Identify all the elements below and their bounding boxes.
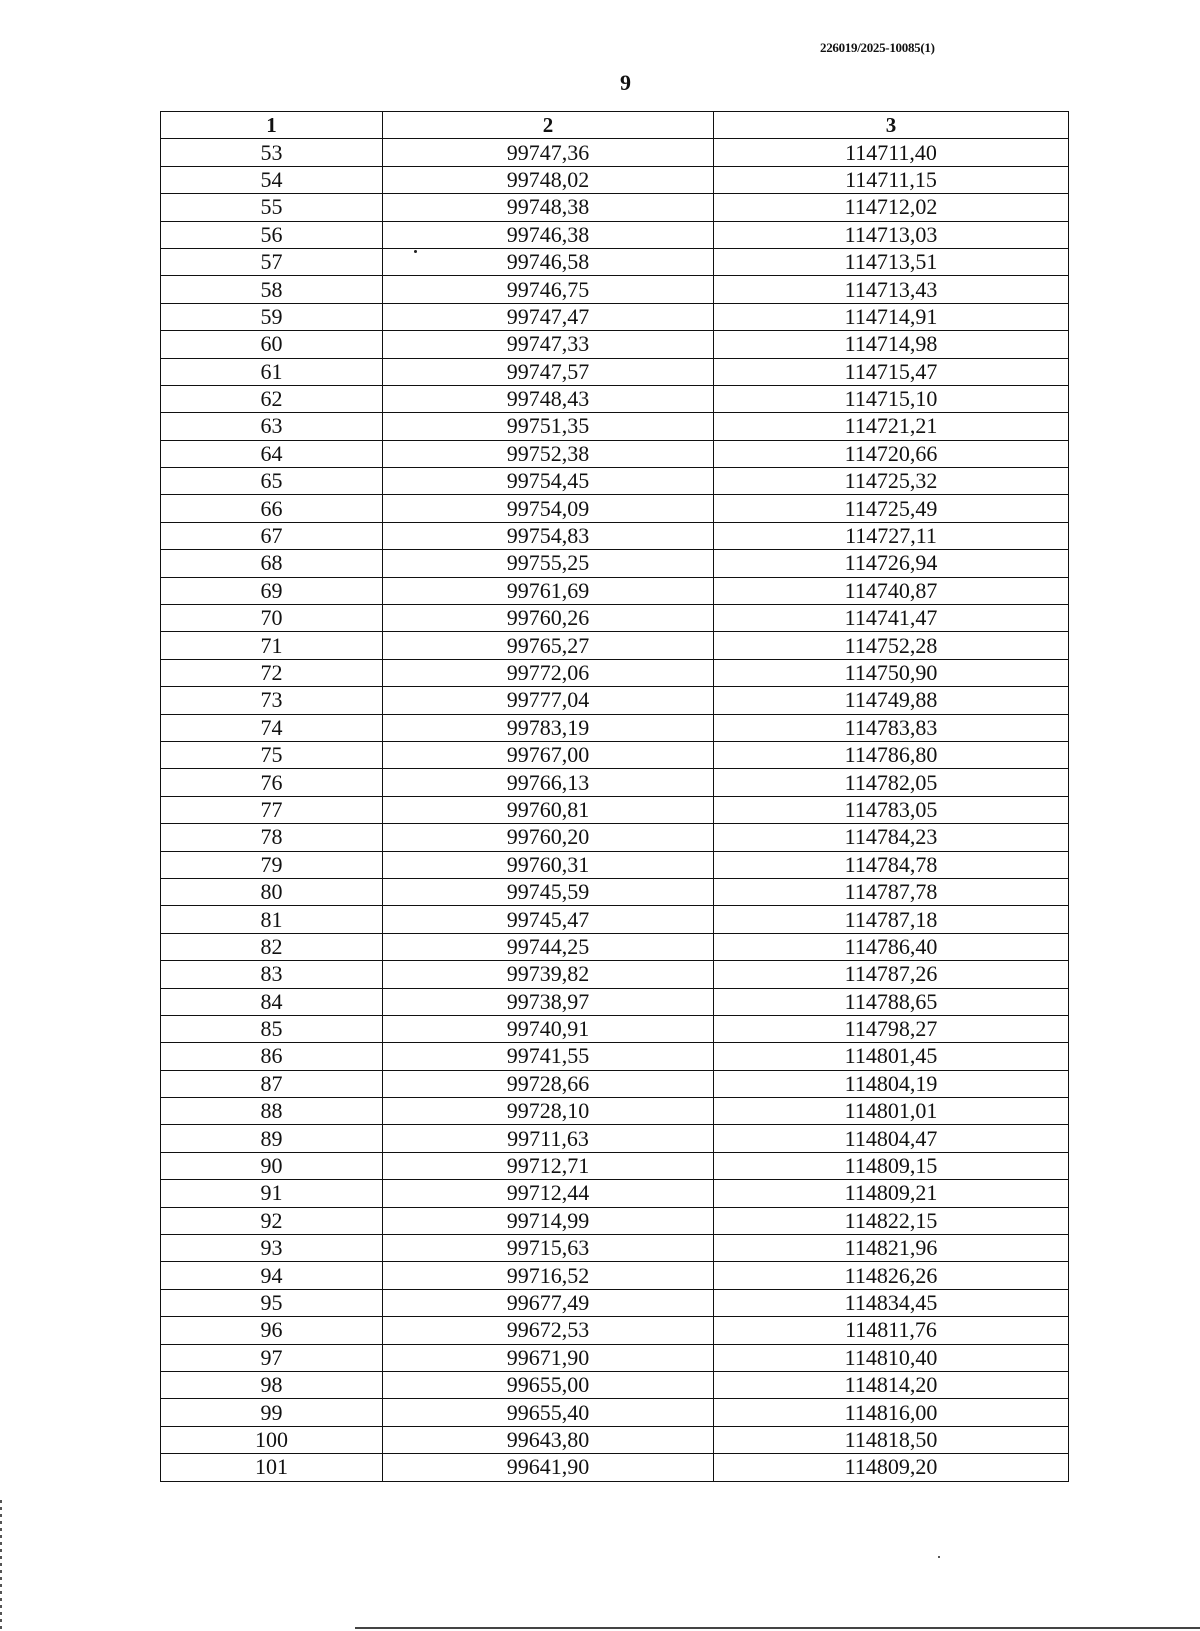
point-number-cell: 57	[161, 248, 383, 275]
x-coordinate-cell: 99655,40	[383, 1399, 714, 1426]
x-coordinate-cell: 99754,09	[383, 495, 714, 522]
y-coordinate-cell: 114788,65	[714, 988, 1069, 1015]
table-row	[161, 824, 1069, 851]
x-coordinate-cell: 99747,57	[383, 358, 714, 385]
table-row	[161, 1317, 1069, 1344]
x-coordinate-cell: 99739,82	[383, 961, 714, 988]
point-number-cell: 80	[161, 878, 383, 905]
x-coordinate-cell: 99765,27	[383, 632, 714, 659]
x-coordinate-cell: 99754,45	[383, 468, 714, 495]
point-number-cell: 92	[161, 1207, 383, 1234]
x-coordinate-cell: 99755,25	[383, 550, 714, 577]
x-coordinate-cell: 99740,91	[383, 1015, 714, 1042]
table-row	[161, 1070, 1069, 1097]
point-number-cell: 82	[161, 933, 383, 960]
x-coordinate-cell: 99744,25	[383, 933, 714, 960]
x-coordinate-cell: 99712,71	[383, 1152, 714, 1179]
point-number-cell: 91	[161, 1180, 383, 1207]
column-header-2: 2	[383, 112, 714, 139]
y-coordinate-cell: 114822,15	[714, 1207, 1069, 1234]
point-number-cell: 79	[161, 851, 383, 878]
table-row	[161, 741, 1069, 768]
y-coordinate-cell: 114712,02	[714, 194, 1069, 221]
point-number-cell: 98	[161, 1371, 383, 1398]
y-coordinate-cell: 114804,47	[714, 1125, 1069, 1152]
coordinates-table	[160, 111, 1069, 1482]
x-coordinate-cell: 99783,19	[383, 714, 714, 741]
y-coordinate-cell: 114713,43	[714, 276, 1069, 303]
y-coordinate-cell: 114787,26	[714, 961, 1069, 988]
x-coordinate-cell: 99766,13	[383, 769, 714, 796]
point-number-cell: 100	[161, 1426, 383, 1453]
table-row	[161, 440, 1069, 467]
point-number-cell: 83	[161, 961, 383, 988]
point-number-cell: 63	[161, 413, 383, 440]
table-row	[161, 796, 1069, 823]
x-coordinate-cell: 99748,02	[383, 166, 714, 193]
point-number-cell: 88	[161, 1098, 383, 1125]
table-row	[161, 1043, 1069, 1070]
x-coordinate-cell: 99752,38	[383, 440, 714, 467]
table-row	[161, 851, 1069, 878]
table-row	[161, 1125, 1069, 1152]
table-row	[161, 714, 1069, 741]
y-coordinate-cell: 114784,78	[714, 851, 1069, 878]
y-coordinate-cell: 114809,21	[714, 1180, 1069, 1207]
y-coordinate-cell: 114787,78	[714, 878, 1069, 905]
point-number-cell: 90	[161, 1152, 383, 1179]
y-coordinate-cell: 114715,10	[714, 385, 1069, 412]
y-coordinate-cell: 114752,28	[714, 632, 1069, 659]
y-coordinate-cell: 114811,76	[714, 1317, 1069, 1344]
y-coordinate-cell: 114713,03	[714, 221, 1069, 248]
x-coordinate-cell: 99738,97	[383, 988, 714, 1015]
table-row	[161, 550, 1069, 577]
x-coordinate-cell: 99741,55	[383, 1043, 714, 1070]
table-row	[161, 331, 1069, 358]
x-coordinate-cell: 99712,44	[383, 1180, 714, 1207]
x-coordinate-cell: 99747,47	[383, 303, 714, 330]
x-coordinate-cell: 99748,43	[383, 385, 714, 412]
page-number: 9	[620, 70, 631, 95]
y-coordinate-cell: 114740,87	[714, 577, 1069, 604]
y-coordinate-cell: 114725,49	[714, 495, 1069, 522]
y-coordinate-cell: 114750,90	[714, 659, 1069, 686]
y-coordinate-cell: 114804,19	[714, 1070, 1069, 1097]
y-coordinate-cell: 114801,45	[714, 1043, 1069, 1070]
y-coordinate-cell: 114741,47	[714, 605, 1069, 632]
table-row	[161, 1015, 1069, 1042]
table-row	[161, 878, 1069, 905]
x-coordinate-cell: 99777,04	[383, 687, 714, 714]
x-coordinate-cell: 99746,75	[383, 276, 714, 303]
table-row	[161, 495, 1069, 522]
table-row	[161, 522, 1069, 549]
table-row	[161, 1344, 1069, 1371]
y-coordinate-cell: 114725,32	[714, 468, 1069, 495]
y-coordinate-cell: 114801,01	[714, 1098, 1069, 1125]
x-coordinate-cell: 99772,06	[383, 659, 714, 686]
y-coordinate-cell: 114711,15	[714, 166, 1069, 193]
x-coordinate-cell: 99715,63	[383, 1235, 714, 1262]
table-row	[161, 933, 1069, 960]
x-coordinate-cell: 99745,59	[383, 878, 714, 905]
y-coordinate-cell: 114749,88	[714, 687, 1069, 714]
table-row	[161, 358, 1069, 385]
point-number-cell: 99	[161, 1399, 383, 1426]
scan-speck	[414, 250, 417, 253]
point-number-cell: 75	[161, 741, 383, 768]
x-coordinate-cell: 99767,00	[383, 741, 714, 768]
table-row	[161, 468, 1069, 495]
table-row	[161, 906, 1069, 933]
table-row	[161, 605, 1069, 632]
point-number-cell: 95	[161, 1289, 383, 1316]
point-number-cell: 64	[161, 440, 383, 467]
point-number-cell: 55	[161, 194, 383, 221]
point-number-cell: 74	[161, 714, 383, 741]
table-row	[161, 1180, 1069, 1207]
point-number-cell: 101	[161, 1454, 383, 1481]
table-row	[161, 659, 1069, 686]
point-number-cell: 94	[161, 1262, 383, 1289]
y-coordinate-cell: 114714,91	[714, 303, 1069, 330]
x-coordinate-cell: 99643,80	[383, 1426, 714, 1453]
table-row	[161, 961, 1069, 988]
point-number-cell: 56	[161, 221, 383, 248]
point-number-cell: 81	[161, 906, 383, 933]
column-header-1: 1	[161, 112, 383, 139]
point-number-cell: 66	[161, 495, 383, 522]
y-coordinate-cell: 114816,00	[714, 1399, 1069, 1426]
table-row	[161, 194, 1069, 221]
x-coordinate-cell: 99761,69	[383, 577, 714, 604]
point-number-cell: 65	[161, 468, 383, 495]
x-coordinate-cell: 99747,33	[383, 331, 714, 358]
x-coordinate-cell: 99760,26	[383, 605, 714, 632]
y-coordinate-cell: 114726,94	[714, 550, 1069, 577]
table-row	[161, 385, 1069, 412]
y-coordinate-cell: 114786,40	[714, 933, 1069, 960]
x-coordinate-cell: 99677,49	[383, 1289, 714, 1316]
x-coordinate-cell: 99641,90	[383, 1454, 714, 1481]
y-coordinate-cell: 114783,05	[714, 796, 1069, 823]
x-coordinate-cell: 99728,66	[383, 1070, 714, 1097]
point-number-cell: 54	[161, 166, 383, 193]
column-header-3: 3	[714, 112, 1069, 139]
table-body	[161, 139, 1069, 1481]
point-number-cell: 86	[161, 1043, 383, 1070]
scan-speck	[938, 1556, 940, 1558]
point-number-cell: 59	[161, 303, 383, 330]
y-coordinate-cell: 114721,21	[714, 413, 1069, 440]
table-row	[161, 1098, 1069, 1125]
x-coordinate-cell: 99655,00	[383, 1371, 714, 1398]
x-coordinate-cell: 99745,47	[383, 906, 714, 933]
x-coordinate-cell: 99760,81	[383, 796, 714, 823]
table-row	[161, 248, 1069, 275]
y-coordinate-cell: 114720,66	[714, 440, 1069, 467]
point-number-cell: 58	[161, 276, 383, 303]
y-coordinate-cell: 114714,98	[714, 331, 1069, 358]
table-header-row	[161, 112, 1069, 139]
point-number-cell: 71	[161, 632, 383, 659]
point-number-cell: 67	[161, 522, 383, 549]
x-coordinate-cell: 99748,38	[383, 194, 714, 221]
table-row	[161, 1235, 1069, 1262]
table-row	[161, 276, 1069, 303]
point-number-cell: 89	[161, 1125, 383, 1152]
table-row	[161, 1454, 1069, 1481]
table-header	[161, 112, 1069, 139]
point-number-cell: 70	[161, 605, 383, 632]
y-coordinate-cell: 114814,20	[714, 1371, 1069, 1398]
y-coordinate-cell: 114821,96	[714, 1235, 1069, 1262]
table-row	[161, 221, 1069, 248]
x-coordinate-cell: 99760,20	[383, 824, 714, 851]
y-coordinate-cell: 114727,11	[714, 522, 1069, 549]
table-row	[161, 769, 1069, 796]
point-number-cell: 84	[161, 988, 383, 1015]
y-coordinate-cell: 114809,15	[714, 1152, 1069, 1179]
x-coordinate-cell: 99747,36	[383, 139, 714, 166]
point-number-cell: 72	[161, 659, 383, 686]
y-coordinate-cell: 114826,26	[714, 1262, 1069, 1289]
point-number-cell: 53	[161, 139, 383, 166]
table-row	[161, 1207, 1069, 1234]
table-row	[161, 577, 1069, 604]
x-coordinate-cell: 99746,38	[383, 221, 714, 248]
point-number-cell: 76	[161, 769, 383, 796]
table-row	[161, 303, 1069, 330]
point-number-cell: 61	[161, 358, 383, 385]
point-number-cell: 69	[161, 577, 383, 604]
x-coordinate-cell: 99746,58	[383, 248, 714, 275]
table-row	[161, 988, 1069, 1015]
table-row	[161, 139, 1069, 166]
point-number-cell: 97	[161, 1344, 383, 1371]
y-coordinate-cell: 114834,45	[714, 1289, 1069, 1316]
table-row	[161, 1426, 1069, 1453]
table-row	[161, 632, 1069, 659]
point-number-cell: 60	[161, 331, 383, 358]
y-coordinate-cell: 114713,51	[714, 248, 1069, 275]
y-coordinate-cell: 114786,80	[714, 741, 1069, 768]
point-number-cell: 87	[161, 1070, 383, 1097]
x-coordinate-cell: 99671,90	[383, 1344, 714, 1371]
y-coordinate-cell: 114798,27	[714, 1015, 1069, 1042]
table-row	[161, 413, 1069, 440]
table-row	[161, 1262, 1069, 1289]
x-coordinate-cell: 99760,31	[383, 851, 714, 878]
x-coordinate-cell: 99716,52	[383, 1262, 714, 1289]
y-coordinate-cell: 114810,40	[714, 1344, 1069, 1371]
point-number-cell: 93	[161, 1235, 383, 1262]
x-coordinate-cell: 99754,83	[383, 522, 714, 549]
point-number-cell: 77	[161, 796, 383, 823]
scan-bottom-rule	[355, 1627, 1200, 1629]
y-coordinate-cell: 114715,47	[714, 358, 1069, 385]
document-reference-number: 226019/2025-10085(1)	[820, 40, 935, 55]
y-coordinate-cell: 114809,20	[714, 1454, 1069, 1481]
y-coordinate-cell: 114783,83	[714, 714, 1069, 741]
y-coordinate-cell: 114711,40	[714, 139, 1069, 166]
y-coordinate-cell: 114787,18	[714, 906, 1069, 933]
point-number-cell: 62	[161, 385, 383, 412]
scan-edge-mark	[0, 1500, 2, 1631]
point-number-cell: 85	[161, 1015, 383, 1042]
x-coordinate-cell: 99672,53	[383, 1317, 714, 1344]
y-coordinate-cell: 114784,23	[714, 824, 1069, 851]
table-row	[161, 1152, 1069, 1179]
point-number-cell: 78	[161, 824, 383, 851]
table-row	[161, 1371, 1069, 1398]
point-number-cell: 96	[161, 1317, 383, 1344]
table-row	[161, 687, 1069, 714]
x-coordinate-cell: 99728,10	[383, 1098, 714, 1125]
table-row	[161, 1399, 1069, 1426]
point-number-cell: 73	[161, 687, 383, 714]
point-number-cell: 68	[161, 550, 383, 577]
table-row	[161, 1289, 1069, 1316]
x-coordinate-cell: 99711,63	[383, 1125, 714, 1152]
coordinates-table-container	[160, 111, 1068, 1482]
y-coordinate-cell: 114782,05	[714, 769, 1069, 796]
x-coordinate-cell: 99751,35	[383, 413, 714, 440]
x-coordinate-cell: 99714,99	[383, 1207, 714, 1234]
y-coordinate-cell: 114818,50	[714, 1426, 1069, 1453]
table-row	[161, 166, 1069, 193]
